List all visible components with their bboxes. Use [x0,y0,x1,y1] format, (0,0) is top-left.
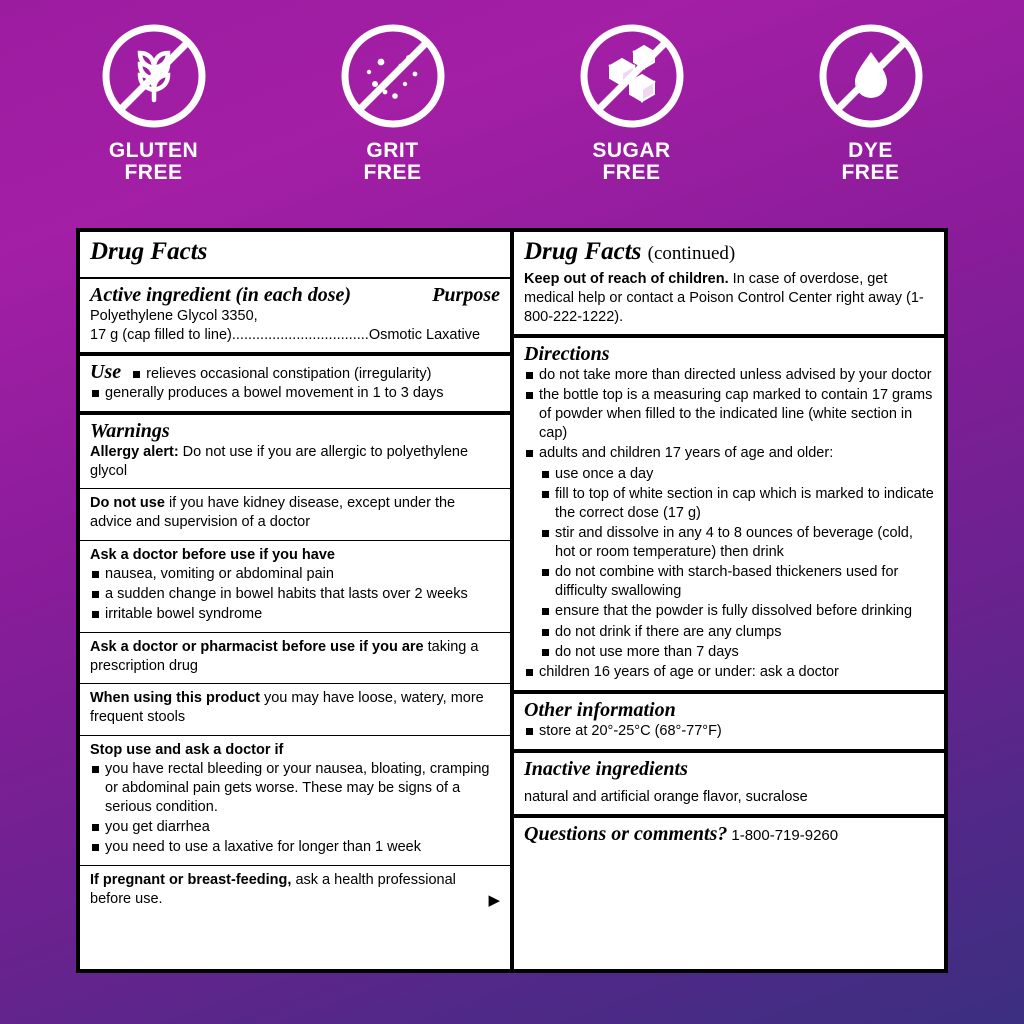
badge-grit-free [293,22,493,184]
allergy-alert-text: Do not use if you are allergic to polyethylene glycol [90,444,469,480]
use-section [80,356,510,411]
continued-label: (continued) [647,243,736,264]
questions-phone-number[interactable]: 1-800-719-9260 [731,827,839,845]
feature-badges-row [0,0,1024,210]
stop-use-item: you need to use a laxative for longer than 1 week [90,838,500,857]
directions-item: the bottle top is a measuring cap marked to contain 17 grams of powder when filled to the indicated line (white section in cap) [524,386,934,443]
use-item: generally produces a bowel movement in 1 to 3 days [90,384,500,403]
warnings-section [80,415,510,488]
active-ingredient-line-2: 17 g (cap filled to line)..................................Osmotic Laxative [90,326,481,343]
questions-heading: Questions or comments? [524,823,728,846]
do-not-use-section [80,489,510,539]
active-ingredient-heading: Active ingredient (in each dose) [90,283,352,306]
directions-subitem: fill to top of white section in cap which is marked to indicate the correct dose (17 g) [540,485,934,523]
directions-section [514,338,944,690]
do-not-use-label: Do not use [90,495,165,512]
badge-label-line2: FREE [124,161,183,185]
other-information-section [514,694,944,749]
directions-item: adults and children 17 years of age and older: [524,444,934,463]
badge-dye-free [771,22,971,184]
keep-out-text: In case of overdose, get medical help or contact a Poison Control Center right away (1-800-222-1222). [524,270,924,325]
questions-section [514,818,944,853]
active-ingredient-line-1: Polyethylene Glycol 3350, [90,307,258,324]
pregnancy-text: ask a health professional before use. [90,872,456,908]
directions-subitem: use once a day [540,465,934,484]
use-item: relieves occasional constipation (irregularity) [131,365,431,384]
ask-doctor-item: a sudden change in bowel habits that lasts over 2 weeks [90,585,500,604]
drug-facts-column-left [76,228,512,973]
inactive-ingredients-heading: Inactive ingredients [524,758,688,780]
when-using-label: When using this product [90,690,260,707]
stop-use-item: you have rectal bleeding or your nausea, bloating, cramping or abdominal pain gets worse. These may be signs of a serious condition. [90,760,500,817]
active-ingredient-section [80,279,510,352]
drug-facts-panel [76,228,948,973]
directions-item: do not take more than directed unless advised by your doctor [524,366,934,385]
drug-facts-column-right [512,228,948,973]
allergy-alert [90,443,500,481]
directions-subitem: stir and dissolve in any 4 to 8 ounces of beverage (cold, hot or room temperature) then drink [540,524,934,562]
directions-subitem: do not combine with starch-based thickeners used for difficulty swallowing [540,563,934,601]
directions-heading: Directions [524,342,610,365]
badge-label-line2: FREE [602,161,661,185]
ask-doctor-item: nausea, vomiting or abdominal pain [90,565,500,584]
stop-use-section [80,736,510,866]
stop-use-heading: Stop use and ask a doctor if [90,741,284,758]
no-grit-icon [339,22,447,130]
ask-pharmacist-label: Ask a doctor or pharmacist before use if you are [90,639,424,655]
badge-sugar-free [532,22,732,184]
stop-use-item: you get diarrhea [90,818,500,837]
when-using-text: you may have loose, watery, more frequent stools [90,690,484,726]
directions-subitem: ensure that the powder is fully dissolved before drinking [540,602,934,621]
directions-item: children 16 years of age or under: ask a doctor [524,663,934,682]
inactive-ingredients-text: natural and artificial orange flavor, sucralose [524,789,808,805]
warnings-heading: Warnings [90,420,170,442]
drug-facts-continued-title-block [514,232,944,334]
other-information-item: store at 20°-25°C (68°-77°F) [524,722,934,741]
no-dye-droplet-icon [817,22,925,130]
when-using-section [80,684,510,734]
other-information-heading: Other information [524,698,676,721]
ask-doctor-heading: Ask a doctor before use if you have [90,546,335,563]
do-not-use-text: if you have kidney disease, except under the advice and supervision of a doctor [90,495,456,531]
allergy-alert-label: Allergy alert: [90,444,179,460]
directions-subitem: do not use more than 7 days [540,643,934,662]
pregnancy-section [80,866,510,916]
pregnancy-label: If pregnant or breast-feeding, [90,872,292,889]
use-heading: Use [90,360,122,383]
purpose-heading: Purpose [432,283,500,306]
continue-arrow-icon: ▶ [488,891,500,909]
ask-doctor-section [80,541,510,633]
keep-out-of-reach [524,270,934,327]
keep-out-label: Keep out of reach of children. [524,270,729,287]
drug-facts-title-block [80,232,510,277]
ask-pharmacist-text: taking a prescription drug [90,639,479,675]
no-gluten-wheat-icon [100,22,208,130]
badge-label-line1: DYE [848,139,893,162]
badge-label-line2: FREE [363,161,422,185]
badge-label-line2: FREE [841,161,900,185]
ask-doctor-item: irritable bowel syndrome [90,605,500,624]
page-title: Drug Facts [90,238,208,265]
inactive-ingredients-section [514,753,944,814]
badge-label-line1: SUGAR [592,139,671,162]
no-sugar-cubes-icon [578,22,686,130]
page-title-continued: Drug Facts [524,238,642,265]
directions-subitem: do not drink if there are any clumps [540,623,934,642]
badge-label-line1: GLUTEN [108,139,199,162]
badge-gluten-free [54,22,254,184]
ask-pharmacist-section [80,633,510,683]
badge-label-line1: GRIT [366,139,419,162]
